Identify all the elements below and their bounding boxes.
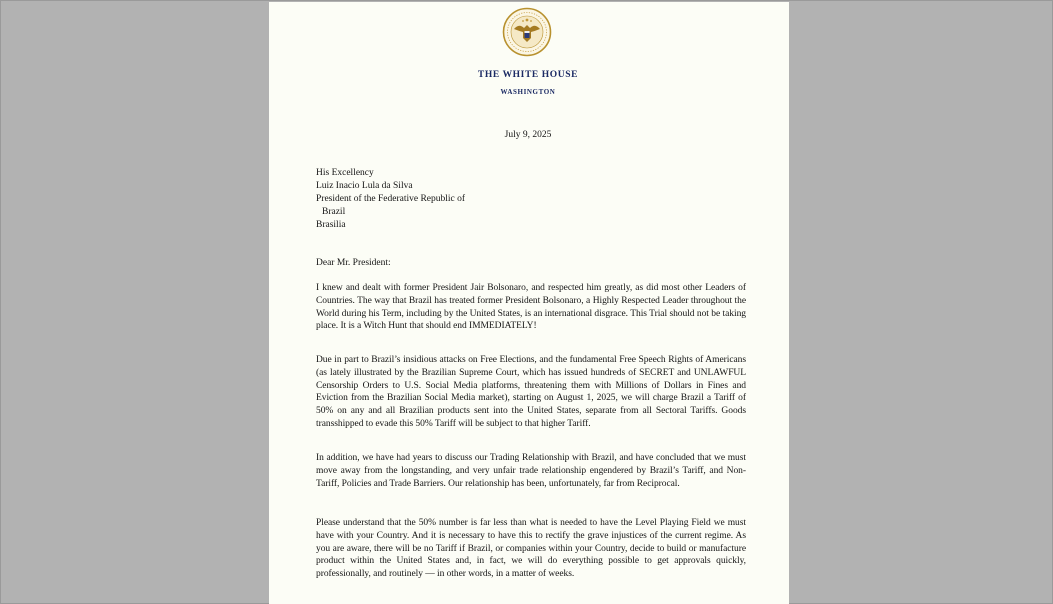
letter-page: [269, 2, 789, 604]
recipient-line: Luiz Inacio Lula da Silva: [316, 181, 413, 191]
body-paragraph: Please understand that the 50% number is far less than what is needed to have the Level Playing Field we must have with your Country. And it is necessary to have this to rectify the grave injustices of the current regime. As you are aware, there will be no Tariff if Brazil, or companies within your Country, decide to build or manufacture product within the United States and, in fact, we will do everything possible to get approvals quickly, professionally, and routinely — in other words, in a matter of weeks.: [316, 518, 746, 580]
letter-date: July 9, 2025: [504, 130, 552, 140]
recipient-line: His Excellency: [316, 168, 374, 178]
letterhead-title: THE WHITE HOUSE: [477, 70, 579, 80]
salutation: Dear Mr. President:: [316, 258, 391, 268]
body-paragraph: In addition, we have had years to discuss our Trading Relationship with Brazil, and have concluded that we must move away from the longstanding, and very unfair trade relationship engendered by Brazil’s Tariff, and Non-Tariff, Policies and Trade Barriers. Our relationship has been, unfortunately, far from Reciprocal.: [316, 453, 746, 489]
recipient-line: Brasilia: [316, 220, 346, 230]
recipient-address: [316, 167, 465, 232]
letterhead-subtitle: WASHINGTON: [500, 88, 556, 96]
recipient-line: President of the Federative Republic of: [316, 194, 466, 204]
presidential-seal-icon: [502, 7, 552, 57]
body-paragraph: I knew and dealt with former President Jair Bolsonaro, and respected him greatly, as did most other Leaders of Countries. The way that Brazil has treated former President Bolsonaro, a Highly Respected Leader throughout the World during his Term, including by the United States, is an international disgrace. This Trial should not be taking place. It is a Witch Hunt that should end IMMEDIATELY!: [316, 283, 746, 332]
body-paragraph: Due in part to Brazil’s insidious attacks on Free Elections, and the fundamental Free Speech Rights of Americans (as lately illustrated by the Brazilian Supreme Court, which has issued hundreds of SECRET and UNLAWFUL Censorship Orders to U.S. Social Media platforms, threatening them with Millions of Dollars in Fines and Eviction from the Brazilian Social Media market), starting on August 1, 2025, we will charge Brazil a Tariff of 50% on any and all Brazilian products sent into the United States, separate from all Sectoral Tariffs. Goods transshipped to evade this 50% Tariff will be subject to that higher Tariff.: [316, 355, 746, 429]
recipient-line: Brazil: [322, 207, 346, 217]
